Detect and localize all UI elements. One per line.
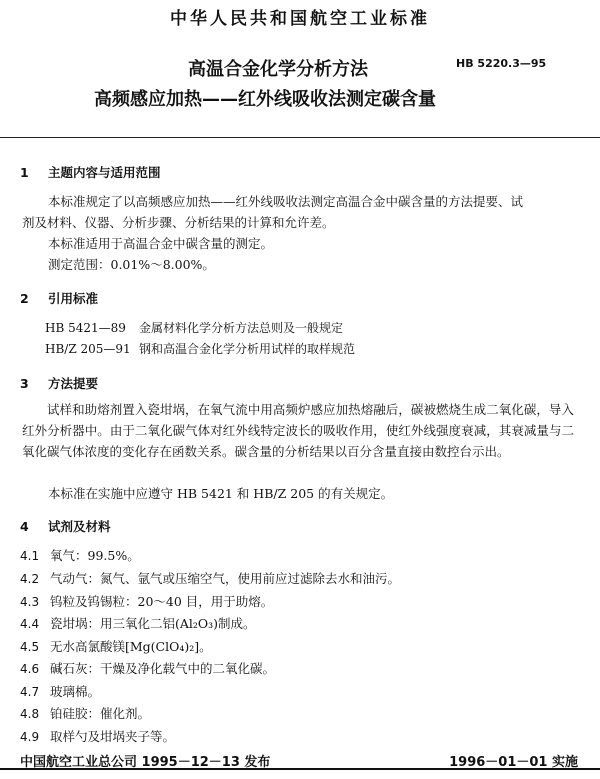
header-divider [0, 137, 600, 138]
list-item: 4.4 瓷坩埚：用三氧化二铝(Al₂O₃)制成。 [20, 616, 256, 631]
list-item: 4.9 取样勺及坩埚夹子等。 [20, 729, 176, 744]
section-1-para-2: 本标准适用于高温合金中碳含量的测定。 [48, 236, 274, 251]
reference-item [45, 319, 343, 336]
section-1-heading [20, 163, 161, 181]
section-1-para-3: 测定范围：0.01%～8.00%。 [48, 257, 215, 272]
section-4-title: 试剂及材料 [48, 519, 111, 534]
section-1-para-1-line-1: 本标准规定了以高频感应加热——红外线吸收法测定高温合金中碳含量的方法提要、试 [48, 194, 524, 209]
section-3-number: 3 [20, 376, 29, 391]
section-3-heading [20, 374, 98, 392]
section-4-number: 4 [20, 519, 29, 534]
section-3-title: 方法提要 [48, 376, 99, 391]
issue-date: 中国航空工业总公司 1995－12－13 发布 [20, 755, 271, 770]
section-1-number: 1 [20, 165, 29, 180]
list-item: 4.2 气动气：氮气、氩气或压缩空气，使用前应过滤除去水和油污。 [20, 571, 401, 586]
section-1-para-1-line-2: 剂及材料、仪器、分析步骤、分析结果的计算和允许差。 [22, 215, 335, 230]
section-2-title: 引用标准 [48, 291, 99, 306]
list-item: 4.7 玻璃棉。 [20, 684, 101, 699]
reference-title: 金属材料化学分析方法总则及一般规定 [139, 321, 344, 335]
list-item: 4.5 无水高氯酸镁[Mg(ClO₄)₂]。 [20, 639, 212, 654]
list-item: 4.1 氧气：99.5%。 [20, 548, 140, 563]
list-item: 4.6 碱石灰：干燥及净化载气中的二氧化碳。 [20, 661, 276, 676]
section-4-heading [20, 517, 111, 535]
standard-number: HB 5220.3—95 [456, 57, 547, 70]
list-item: 4.3 钨粒及钨锡粒：20～40 目，用于助熔。 [20, 594, 274, 609]
section-2-heading [20, 289, 98, 307]
section-3-para-1: 试样和助熔剂置入瓷坩埚，在氧气流中用高频炉感应加热熔融后，碳被燃烧生成二氧化碳，导入红外分析器中。由于二氧化碳气体对红外线特定波长的吸收作用，使红外线强度衰减，其衰减量与二氧化碳气体浓度的变化存在函数关系。碳含量的分析结果以百分含量直接由数控台示出。 [22, 402, 574, 459]
section-2-number: 2 [20, 291, 29, 306]
reference-code: HB/Z 205—91 [45, 342, 131, 356]
list-item: 4.8 铂硅胶：催化剂。 [20, 706, 151, 721]
reference-code: HB 5421—89 [45, 321, 126, 335]
footer-divider [0, 768, 600, 770]
title-line-1: 高温合金化学分析方法 [188, 59, 368, 80]
title-line-2: 高频感应加热——红外线吸收法测定碳含量 [94, 89, 436, 110]
reference-title: 钢和高温合金化学分析用试样的取样规范 [139, 342, 356, 356]
effective-date: 1996－01－01 实施 [449, 755, 578, 770]
section-3-para-2: 本标准在实施中应遵守 HB 5421 和 HB/Z 205 的有关规定。 [48, 486, 394, 501]
standard-category: 中华人民共和国航空工业标准 [170, 9, 430, 29]
section-1-title: 主题内容与适用范围 [48, 165, 161, 180]
reference-item [45, 340, 355, 357]
